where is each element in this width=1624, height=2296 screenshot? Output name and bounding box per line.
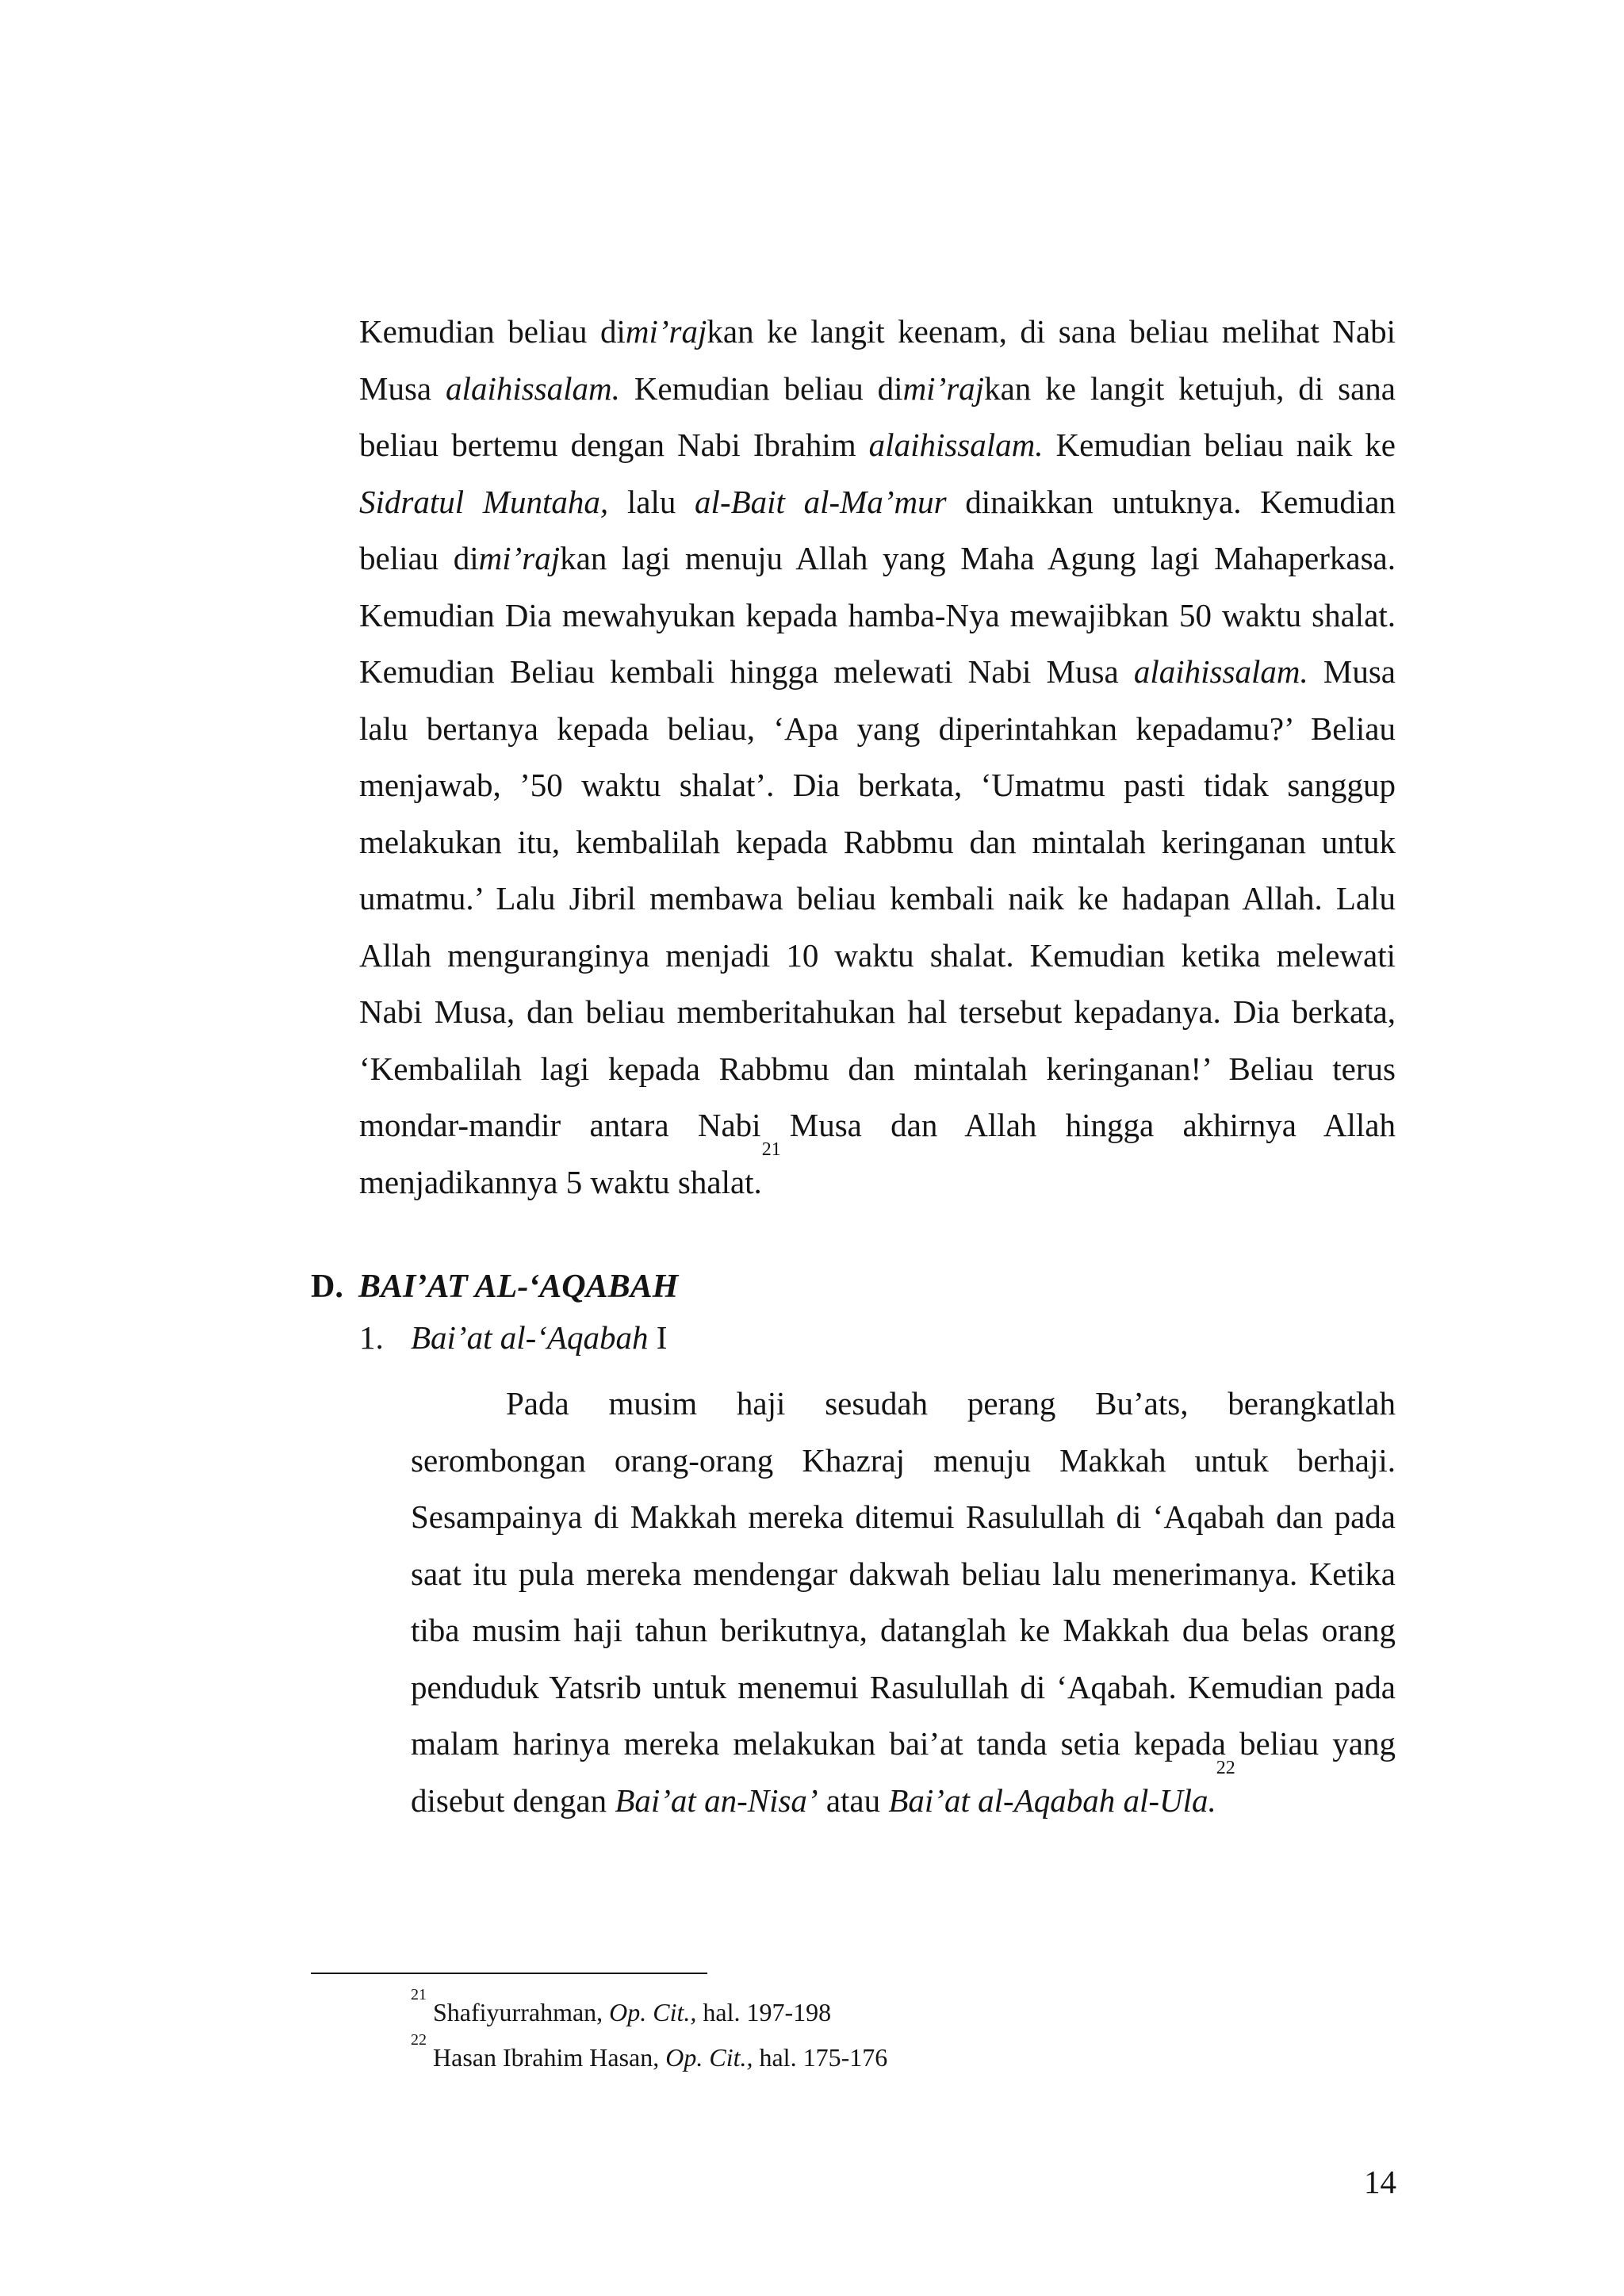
- footnote-ref-22[interactable]: 22: [1216, 1757, 1235, 1778]
- subsection-number: 1.: [359, 1319, 384, 1356]
- paragraph-line: Pada musim haji sesudah perang Bu’ats, berangkatlah: [506, 1385, 1396, 1422]
- paragraph-line: serombongan orang-orang Khazraj menuju Makkah untuk berhaji.: [411, 1441, 1396, 1479]
- paragraph-line: Kemudian Dia mewahyukan kepada hamba-Nya mewajibkan 50 waktu shalat.: [359, 596, 1396, 633]
- paragraph-line: menjawab, ’50 waktu shalat’. Dia berkata, ‘Umatmu pasti tidak sanggup: [359, 767, 1396, 803]
- paragraph-line: Nabi Musa, dan beliau memberitahukan hal tersebut kepadanya. Dia berkata,: [359, 993, 1396, 1030]
- paragraph-line: mondar-mandir antara Nabi Musa dan Allah hingga akhirnya Allah: [359, 1107, 1396, 1143]
- footnote-number: 22: [411, 2031, 427, 2049]
- paragraph-line: Sidratul Muntaha, lalu al-Bait al-Ma’mur dinaikkan untuknya. Kemudian: [359, 483, 1396, 520]
- footnote-number: 21: [411, 1986, 427, 2003]
- subsection-title: Bai’at al-‘Aqabah: [411, 1319, 649, 1356]
- paragraph-line: ‘Kembalilah lagi kepada Rabbmu dan mintalah keringanan!’ Beliau terus: [359, 1050, 1396, 1087]
- section-heading: [311, 1268, 678, 1306]
- footnote-22: $^{22}$ Hasan Ibrahim Hasan, Op. Cit., hal. 175-176: [411, 2031, 888, 2072]
- footnote-21: $^{21}$ Shafiyurrahman, Op. Cit., hal. 197-198: [411, 1986, 832, 2026]
- body-paragraph-aqabah: [411, 1376, 1396, 1829]
- paragraph-line: beliau bertemu dengan Nabi Ibrahim alaihissalam. Kemudian beliau naik ke: [359, 427, 1396, 463]
- paragraph-line: disebut dengan Bai’at an-Nisa’ atau Bai’at al-Aqabah al-Ula.$^{22}$: [411, 1757, 1235, 1819]
- paragraph-line: Kemudian beliau dimi’rajkan ke langit keenam, di sana beliau melihat Nabi: [359, 313, 1396, 350]
- paragraph-line: melakukan itu, kembalilah kepada Rabbmu dan mintalah keringanan untuk: [359, 823, 1396, 860]
- paragraph-line: menjadikannya 5 waktu shalat.$^{21}$: [359, 1138, 781, 1200]
- footnote-separator: [311, 1973, 707, 1974]
- paragraph-line: Allah menguranginya menjadi 10 waktu shalat. Kemudian ketika melewati: [359, 936, 1396, 974]
- section-title: BAI’AT AL-‘AQABAH: [358, 1269, 679, 1305]
- page-number: 14: [1364, 2164, 1396, 2200]
- paragraph-line: umatmu.’ Lalu Jibril membawa beliau kembali naik ke hadapan Allah. Lalu: [359, 880, 1396, 916]
- paragraph-line: beliau dimi’rajkan lagi menuju Allah yang Maha Agung lagi Mahaperkasa.: [359, 540, 1396, 576]
- section-letter: D.: [311, 1269, 343, 1305]
- paragraph-line: lalu bertanya kepada beliau, ‘Apa yang diperintahkan kepadamu?’ Beliau: [359, 710, 1396, 747]
- subsection-heading: [359, 1318, 667, 1357]
- paragraph-line: malam harinya mereka melakukan bai’at tanda setia kepada beliau yang: [411, 1725, 1396, 1762]
- footnote-ref-21[interactable]: 21: [761, 1138, 781, 1160]
- paragraph-line: Sesampainya di Makkah mereka ditemui Rasulullah di ‘Aqabah dan pada: [411, 1498, 1396, 1535]
- subsection-title-suffix: I: [648, 1319, 668, 1356]
- paragraph-line: penduduk Yatsrib untuk menemui Rasulullah di ‘Aqabah. Kemudian pada: [411, 1668, 1396, 1705]
- paragraph-line: Kemudian Beliau kembali hingga melewati Nabi Musa alaihissalam. Musa: [359, 653, 1396, 690]
- paragraph-line: Musa alaihissalam. Kemudian beliau dimi’rajkan ke langit ketujuh, di sana: [359, 369, 1396, 407]
- body-paragraph-isra-miraj: [359, 304, 1396, 1211]
- paragraph-line: tiba musim haji tahun berikutnya, datanglah ke Makkah dua belas orang: [411, 1612, 1396, 1648]
- paragraph-line: saat itu pula mereka mendengar dakwah beliau lalu menerimanya. Ketika: [411, 1555, 1396, 1592]
